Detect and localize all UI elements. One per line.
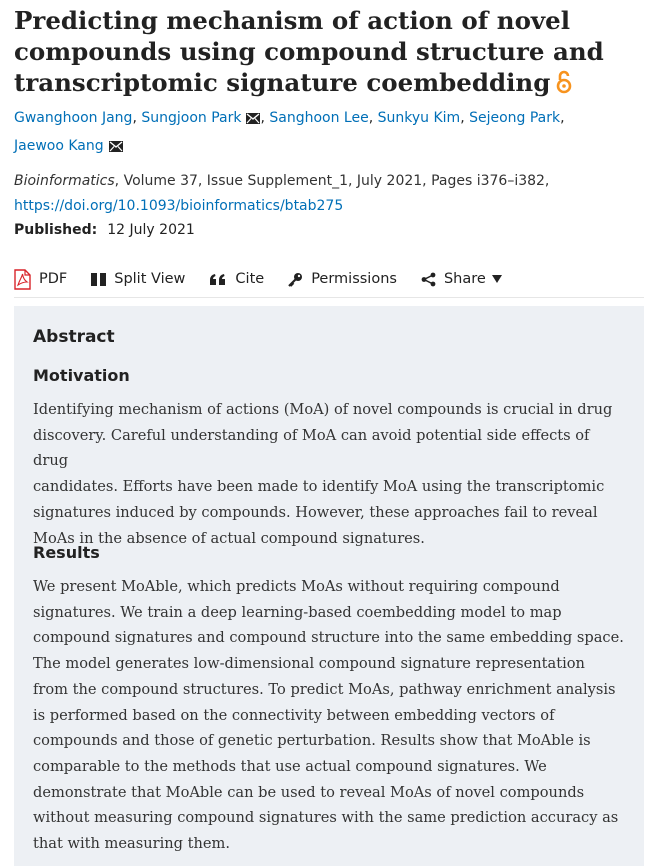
text-line: MoAs in the absence of actual compound signatures. [33,529,425,547]
text-line: compounds and those of genetic perturbation. Results show that MoAble is [33,732,591,750]
text-line: from the compound structures. To predict MoAs, pathway enrichment analysis [33,680,616,698]
share-icon [421,272,436,287]
article-toolbar [14,264,644,294]
author-link[interactable]: Sanghoon Lee [269,110,369,126]
text-line: Identifying mechanism of actions (MoA) of novel compounds is crucial in drug [33,401,613,418]
text-line: We present MoAble, which predicts MoAs without requiring compound [33,578,560,595]
text-line: without measuring compound signatures with the same prediction accuracy as [33,809,619,827]
email-icon[interactable] [109,135,123,161]
motivation-heading: Motivation [33,366,130,385]
author-link[interactable]: Sejeong Park [469,110,561,126]
pdf-button[interactable] [14,269,67,290]
text-line: signatures. We train a deep learning-based coembedding model to map [33,603,562,621]
author-link[interactable]: Gwanghoon Jang [14,110,133,126]
published-value: 12 July 2021 [107,222,195,238]
email-icon[interactable] [246,107,260,133]
abstract-heading: Abstract [33,327,115,347]
citation [14,169,644,219]
split-view-label: Split View [114,271,186,287]
split-view-button[interactable] [91,271,185,287]
text-line: signatures induced by compounds. However, these approaches fail to reveal [33,503,598,521]
text-line: that with measuring them. [33,835,230,853]
text-line: discovery. Careful understanding of MoA can avoid potential side effects of drug [33,426,590,470]
pdf-icon [14,269,31,290]
author-list: Gwanghoon Jang, Sungjoon Park , Sanghoon Lee, Sunkyu Kim, Sejeong Park, Jaewoo Kang [14,105,644,161]
text-line: compound signatures and compound structure into the same embedding space. [33,629,624,647]
permissions-button[interactable] [288,271,397,287]
text-line: comparable to the methods that use actual compound signatures. We [33,757,547,775]
author-link[interactable]: Jaewoo Kang [14,138,104,154]
motivation-paragraph [33,397,629,551]
text-line: The model generates low-dimensional compound signature representation [33,655,585,673]
text-line: is performed based on the connectivity between embedding vectors of [33,706,555,724]
published-date [14,218,195,242]
citation-details: , Volume 37, Issue Supplement_1, July 2021, Pages i376–i382, [114,173,550,189]
share-button[interactable] [421,271,502,287]
text-line: demonstrate that MoAble can be used to reveal MoAs of novel compounds [33,783,585,801]
pdf-label: PDF [39,271,68,287]
toolbar-divider [14,297,644,298]
article-title-text: Predicting mechanism of action of novel compounds using compound structure and transcriptomic signature coembedding [14,6,604,97]
published-label: Published: [14,222,98,238]
key-icon [288,272,303,287]
split-view-icon [91,273,106,286]
text-line: candidates. Efforts have been made to identify MoA using the transcriptomic [33,478,605,496]
results-paragraph [33,574,629,857]
article-title [14,5,634,101]
cite-button[interactable] [209,271,264,287]
author-link[interactable]: Sunkyu Kim [377,110,461,126]
share-label: Share [443,271,486,287]
cite-label: Cite [235,271,265,287]
open-access-icon [556,70,572,101]
caret-down-icon [492,275,502,283]
quote-icon [209,273,227,286]
abstract-section [14,306,644,866]
doi-link[interactable]: https://doi.org/10.1093/bioinformatics/btab275 [14,198,344,214]
journal-name: Bioinformatics [14,173,115,189]
permissions-label: Permissions [311,271,397,287]
author-link[interactable]: Sungjoon Park [141,110,242,126]
results-heading: Results [33,543,100,562]
